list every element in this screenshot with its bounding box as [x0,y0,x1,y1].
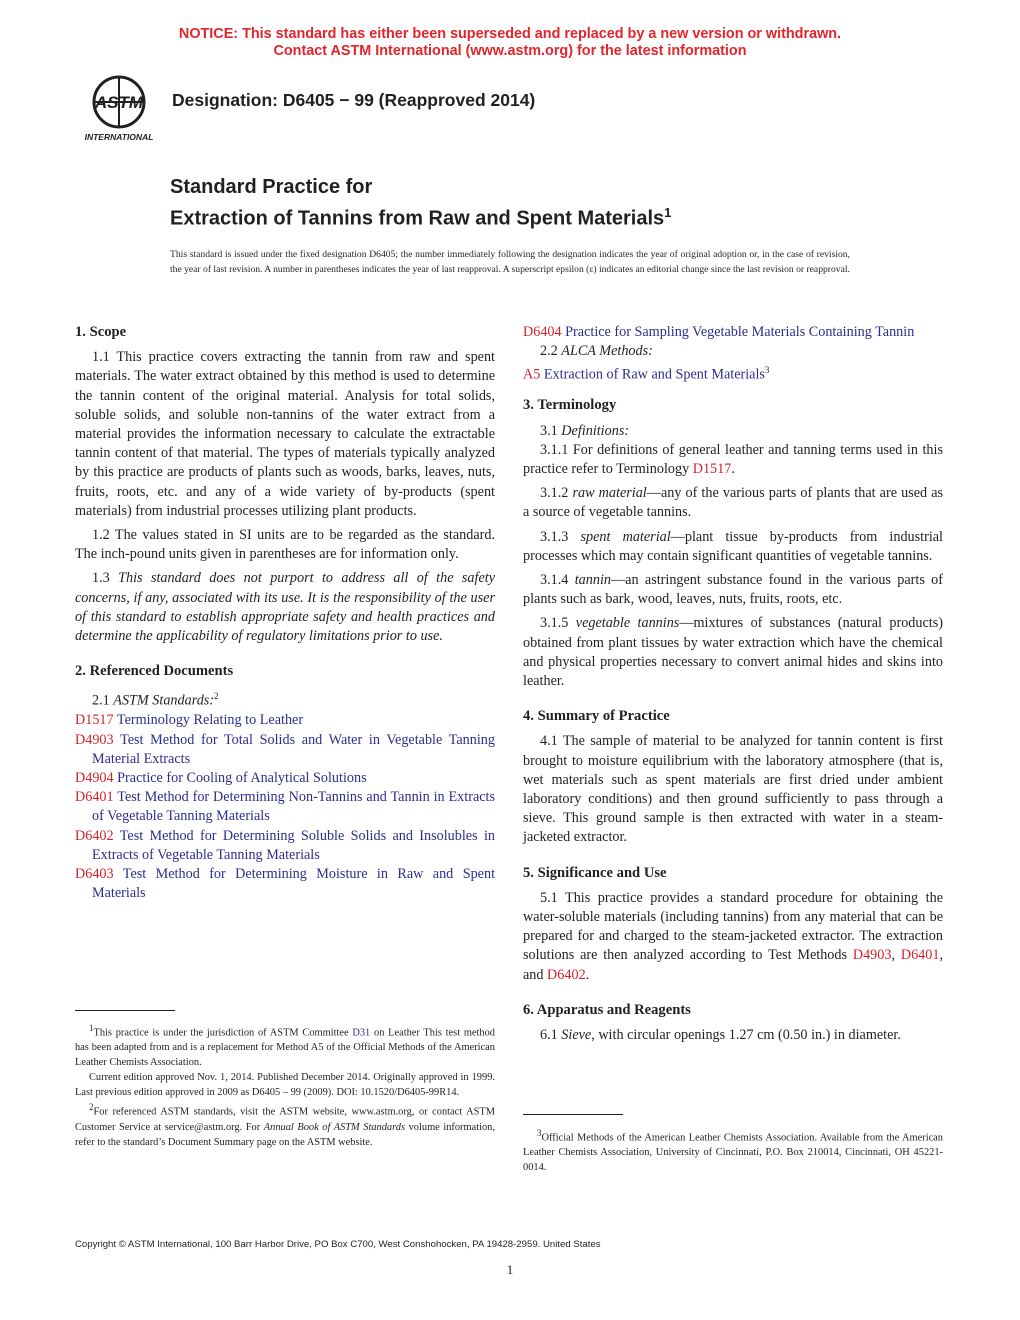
definition-3-1-1 [523,441,943,479]
footnote-mark: 1 [89,1023,94,1033]
section-heading-summary: 4. Summary of Practice [523,708,670,725]
separator: . [585,966,590,983]
page-number: 1 [506,1262,514,1277]
sub-label: ALCA Methods: [561,343,653,360]
footnote-1 [75,1021,495,1070]
definition-text: —an astringent substance found in the various parts of plants such as bark, wood, leaves, nuts, fruits, roots, etc. [523,571,944,608]
d4903-link[interactable]: D4903 [852,947,892,964]
copyright-line: Copyright © ASTM International, 100 Barr Harbor Drive, PO Box C700, West Conshohocken, PA 19428-2959. United States [75,1239,601,1250]
reference-item[interactable] [75,865,495,903]
footnote-mark: 2 [89,1102,94,1113]
superseded-notice [0,26,1020,60]
scope-para-3-num: 1.3 [92,570,119,587]
section-heading-apparatus: 6. Apparatus and Reagents [523,1001,691,1018]
reference-title-link[interactable]: Practice for Sampling Vegetable Materials Containing Tannin [565,324,915,340]
d1517-link[interactable]: D1517 [692,460,732,477]
issued-note: This standard is issued under the fixed designation D6405; the number immediately following the designation indicates the year of original adoption or, in the case of revision, the year of last revision. A number in parentheses indicates the year of last reapproval. A superscript epsilon (ε) indicates an editorial change since the last revision or reapproval. [170,249,850,275]
definition-num: 3.1.2 [540,485,573,502]
sub-num: 3.1 [540,422,562,439]
significance-para-1 [523,889,943,985]
reference-code-link[interactable]: D6403 [75,866,114,883]
reference-title-link[interactable]: Test Method for Determining Non-Tannins and Tannin in Extracts of Vegetable Tanning Materials [92,789,495,825]
definition-num: 3.1.4 [540,571,575,588]
logo-text: ASTM [94,93,144,112]
title-line-2 [170,200,671,232]
committee-link[interactable]: D31 [352,1027,371,1039]
definition-text: —plant tissue by-products from industrial processes which may contain significant quantities of vegetable tannins. [523,528,943,564]
section-heading-referenced-documents: 2. Referenced Documents [75,663,234,680]
reference-item[interactable] [75,731,495,769]
designation: Designation: D6405 − 99 (Reapproved 2014) [172,90,536,110]
definition-vegetable-tannins [523,614,943,691]
footnote-text: For referenced ASTM standards, visit the ASTM website, www.astm.org, or contact ASTM Customer Service at service@astm.org. For [75,1106,495,1133]
reference-item[interactable] [523,323,943,342]
footnote-text: on Leather This test method has been adapted from and is a replacement for Method A5 of the Official Methods of the American Leather Chemists Association. [75,1027,495,1069]
reference-code-link[interactable]: A5 [523,367,541,384]
reference-code-link[interactable]: D4904 [75,770,114,786]
section-heading-scope: 1. Scope [75,324,127,340]
d6402-link[interactable]: D6402 [547,966,586,983]
notice-line-1: NOTICE: This standard has either been superseded and replaced by a new version or withdrawn. [178,26,842,42]
definition-tannin [523,571,943,609]
footnote-rule [523,1114,623,1115]
footnote-text: This practice is under the jurisdiction of ASTM Committee [93,1027,353,1039]
definition-text: 3.1.1 For definitions of general leather and tanning terms used in this practice refer to Terminology [523,441,943,477]
footnote-rule [75,1010,175,1011]
title-main: Extraction of Tannins from Raw and Spent Materials [170,207,665,230]
reference-title-link[interactable]: Terminology Relating to Leather [116,712,304,729]
document-title [170,174,671,232]
reference-code-link[interactable]: D6404 [523,324,562,340]
definition-term: tannin [574,571,611,588]
left-column [75,323,495,903]
apparatus-para-1 [523,1026,943,1045]
reference-item[interactable] [75,711,495,730]
footnotes-right [523,1126,943,1175]
section-heading-terminology: 3. Terminology [523,397,617,414]
reference-title-link[interactable]: Extraction of Raw and Spent Materials [543,367,765,384]
footnote-text: Official Methods of the American Leather Chemists Association. Available from the American Leather Chemists Association, University of Cincinnati, P.O. Box 210014, Cincinnati, OH 45221-0014. [523,1132,943,1174]
footnote-mark: 3 [537,1128,542,1138]
notice-line-2: Contact ASTM International (www.astm.org) for the latest information [273,43,747,59]
right-column [523,323,943,1050]
footnote-2 [75,1100,495,1149]
sub-label: ASTM Standards: [113,693,215,710]
title-line-1: Standard Practice for [170,176,373,198]
reference-code-link[interactable]: D6402 [75,827,114,844]
scope-para-3-text: This standard does not purport to address all of the safety concerns, if any, associated with its use. It is the responsibility of the user of this standard to establish appropriate safety and health practices and determine the applicability of regulatory limitations prior to use. [75,570,495,645]
alca-methods-subheading [523,342,943,361]
footnote-italic: Annual Book of ASTM Standards [263,1121,406,1133]
definition-num: 3.1.3 [540,528,581,545]
sub-label: Definitions: [561,422,630,439]
sub-num: 2.2 [540,343,562,360]
reference-title-link[interactable]: Test Method for Determining Moisture in Raw and Spent Materials [92,866,496,902]
d6401-link[interactable]: D6401 [900,947,940,964]
separator: , and [523,947,943,983]
scope-para-1: 1.1 This practice covers extracting the tannin from raw and spent materials. The water extract obtained by this method is used to determine the tannin content of the original material. Analysis for total solids, soluble solids, and soluble non-tannins of the water extract from a material provides the information necessary to calculate the extractable tannin content of that material. The types of materials typically analyzed by this practice are products of plants such as woods, barks, leaves, nuts, fruits, roots, etc. and any of a wide variety of by-products (spent materials) from industrial processes utilizing plant products. [75,349,495,519]
definition-term: spent material [580,528,671,545]
reference-title-link[interactable]: Test Method for Total Solids and Water in Vegetable Tanning Material Extracts [92,731,495,767]
reference-code-link[interactable]: D6401 [75,789,114,806]
definitions-subheading [523,422,943,441]
footnotes-left [75,1021,495,1150]
separator: , [891,947,901,964]
section-heading-significance: 5. Significance and Use [523,864,667,881]
paragraph-text: 5.1 This practice provides a standard procedure for obtaining the water-soluble materials (including tannins) from any material that can be prepared for and charged to the steam-jacketed extractor. The extraction solutions are then analyzed according to Test Methods [523,889,943,964]
scope-para-2: 1.2 The values stated in SI units are to be regarded as the standard. The inch-pound units given in parentheses are for information only. [75,527,495,563]
title-footnote-mark: 1 [664,205,672,220]
paragraph-num: 6.1 [540,1027,562,1044]
definition-term: vegetable tannins [575,615,680,632]
footnote-3 [523,1126,943,1175]
footnote-mark: 3 [764,365,770,376]
reference-title-link[interactable]: Test Method for Determining Soluble Solids and Insolubles in Extracts of Vegetable Tanning Materials [92,827,495,863]
astm-standards-subheading [75,687,495,711]
definition-raw-material [523,484,943,522]
definition-text: —any of the various parts of plants that are used as a source of vegetable tannins. [523,485,944,521]
definition-text: —mixtures of substances (natural products) obtained from plant tissues by water extraction which have the chemical and physical properties necessary to convert animal hides and skins into leather. [523,615,943,689]
astm-logo [74,74,164,144]
apparatus-term: Sieve [561,1027,592,1044]
reference-item[interactable] [523,361,943,385]
reference-code-link[interactable]: D4903 [75,731,114,748]
reference-item[interactable] [75,827,495,865]
footnote-mark: 2 [214,691,219,702]
footnote-1-edition: Current edition approved Nov. 1, 2014. Published December 2014. Originally approved in 1999. Last previous edition approved in 2009 as D6405 – 99 (2009). DOI: 10.1520/D6405-99R14. [75,1072,495,1099]
logo-subtext: INTERNATIONAL [84,132,154,142]
definition-spent-material [523,528,943,566]
definition-term: raw material [572,485,647,502]
summary-para-1: 4.1 The sample of material to be analyzed for tannin content is first brought to moisture equilibrium with the laboratory atmosphere (that is, wet materials such as spent materials are first dried under ambient laboratory conditions) and then ground sufficiently to pass through a sieve. This ground sample is then extracted with water in a steam-jacketed extractor. [523,733,943,846]
paragraph-text: , with circular openings 1.27 cm (0.50 in.) in diameter. [591,1027,901,1044]
reference-code-link[interactable]: D1517 [75,712,114,729]
reference-item[interactable] [75,788,495,826]
reference-item[interactable] [75,769,495,788]
reference-title-link[interactable]: Practice for Cooling of Analytical Solutions [117,770,367,786]
definition-num: 3.1.5 [540,615,576,632]
sub-num: 2.1 [92,693,114,710]
definition-text: . [731,460,735,477]
footnote-text: volume information, refer to the standard’s Document Summary page on the ASTM website. [75,1121,495,1148]
scope-para-3 [75,569,495,646]
